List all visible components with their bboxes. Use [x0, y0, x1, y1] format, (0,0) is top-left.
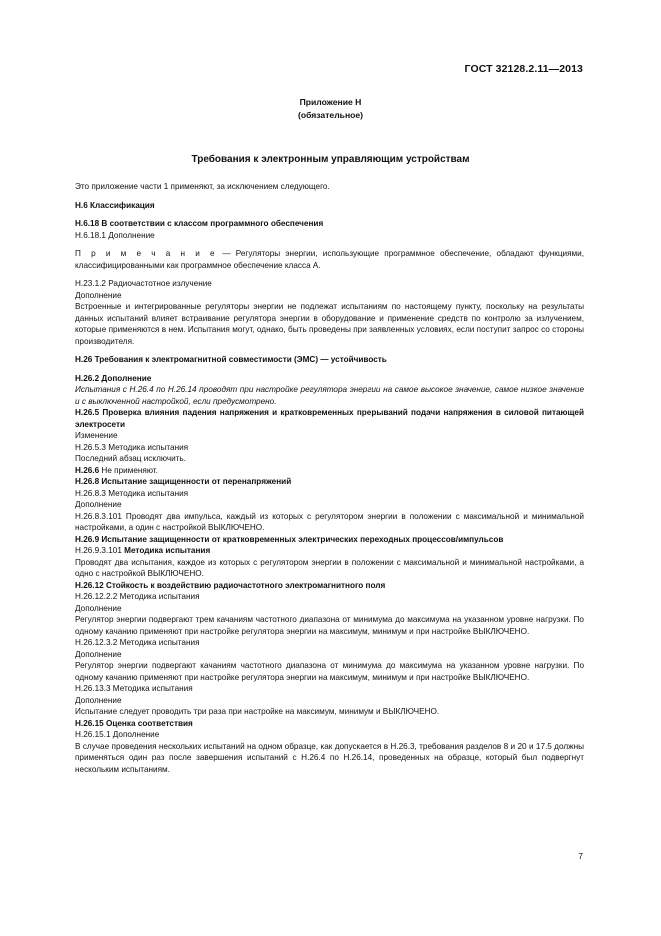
section-heading: Н.26 Требования к электромагнитной совместимости (ЭМС) — устойчивость	[75, 355, 387, 364]
clause-paragraph	[75, 545, 584, 557]
body-paragraph: Испытание следует проводить три раза при настройке на максимум, минимум и ВЫКЛЮЧЕНО.	[75, 707, 440, 716]
page-number: 7	[578, 851, 583, 861]
body-paragraph: Регулятор энергии подвергают трем качаниям частотного диапазона от минимума до максимума на указанном уровне нагрузки. По одному качанию применяют при настройке регулятора энергии на максимум, минимум и при настройке ВЫКЛЮЧЕНО.	[75, 615, 584, 636]
clause-label: Н.26.13.3 Методика испытания	[75, 684, 193, 693]
subsection-heading: Н.26.15 Оценка соответствия	[75, 718, 193, 728]
clause-label: Дополнение	[75, 603, 122, 613]
intro-paragraph: Это приложение части 1 применяют, за исключением следующего.	[75, 182, 330, 191]
clause-label: Дополнение	[75, 649, 122, 659]
subsection-heading: Н.26.9 Испытание защищенности от кратковременных электрических переходных процессов/импульсов	[75, 534, 504, 544]
clause-label: Н.26.12.2.2 Методика испытания	[75, 592, 200, 601]
clause-label: Дополнение	[75, 500, 122, 509]
clause-label: Изменение	[75, 431, 118, 440]
note-paragraph	[75, 248, 584, 271]
clause-label: Н.26.8.3 Методика испытания	[75, 488, 189, 498]
subsection-heading: Н.26.2 Дополнение	[75, 373, 152, 383]
clause-label: Дополнение	[75, 290, 122, 300]
subsection-heading: Н.26.12 Стойкость к воздействию радиочастотного электромагнитного поля	[75, 580, 386, 590]
clause-label: Н.26.5.3 Методика испытания	[75, 442, 189, 452]
clause-title: Методика испытания	[121, 546, 211, 555]
document-body	[75, 181, 584, 775]
clause-label: Н.26.15.1 Дополнение	[75, 730, 160, 739]
body-paragraph: В случае проведения нескольких испытаний на одном образце, как допускается в Н.26.3, требования разделов 8 и 20 и 17.5 должны применяться один раз после завершения испытаний с Н.26.4 по Н.26.14, проведенных на образце, который был подвергнут нескольким испытаниям.	[75, 741, 584, 774]
annex-heading	[0, 96, 661, 121]
standard-number: ГОСТ 32128.2.11—2013	[464, 63, 583, 75]
page-title: Требования к электронным управляющим устройствам	[191, 154, 470, 165]
clause-label: Н.6.18.1 Дополнение	[75, 230, 155, 240]
annex-title: Приложение Н	[299, 97, 362, 107]
clause-number: Н.26.9.3.101	[75, 546, 122, 555]
clause-label: Дополнение	[75, 695, 122, 705]
body-paragraph: Регулятор энергии подвергают качаниям частотного диапазона от минимума до максимума на указанном уровне нагрузки. По одному качанию применяют при настройке регулятора энергии на максимум, минимум и при настройке ВЫКЛЮЧЕНО.	[75, 661, 584, 682]
clause-paragraph	[75, 465, 584, 477]
clause-text: Не применяют.	[99, 465, 158, 475]
note-label: П р и м е ч а н и е	[75, 249, 218, 258]
clause-number: Н.26.6	[75, 465, 100, 475]
annex-status: (обязательное)	[297, 109, 364, 120]
body-paragraph: Встроенные и интегрированные регуляторы энергии не подлежат испытаниям по настоящему пункту, поскольку на результаты данных испытаний влияет встраивание регулятора энергии в оборудование и применение средств по контролю за излучением, которые применяются в нем. Испытания могут, однако, быть проведены при заявленных условиях, если поступит запрос со стороны производителя.	[75, 302, 584, 346]
body-paragraph: Проводят два испытания, каждое из которых с регулятором энергии в положении с максимальной и минимальной настройками, а одно с настройкой ВЫКЛЮЧЕНО.	[75, 557, 584, 578]
body-paragraph: Последний абзац исключить.	[75, 454, 186, 463]
body-paragraph: Н.26.8.3.101 Проводят два импульса, каждый из которых с регулятором энергии в положении с максимальной и минимальной настройками, а один с настройкой ВЫКЛЮЧЕНО.	[75, 511, 584, 532]
subsection-heading: Н.6.18 В соответствии с классом программного обеспечения	[75, 219, 324, 228]
body-paragraph-italic: Испытания с Н.26.4 по Н.26.14 проводят при настройке регулятора энергии на самое высокое значение, самое низкое значение и с выключенной настройкой, если предусмотрено.	[75, 385, 584, 406]
clause-label: Н.26.12.3.2 Методика испытания	[75, 638, 200, 647]
subsection-heading: Н.26.8 Испытание защищенности от перенапряжений	[75, 477, 292, 486]
clause-label: Н.23.1.2 Радиочастотное излучение	[75, 279, 212, 288]
section-heading: Н.6 Классификация	[75, 200, 155, 210]
note-text: — Регуляторы энергии, использующие программное обеспечение, обладают функциями, классифицированными как программное обеспечение класса А.	[75, 249, 584, 270]
subsection-heading: Н.26.5 Проверка влияния падения напряжения и кратковременных прерываний подачи напряжения в силовой питающей электросети	[75, 408, 584, 429]
